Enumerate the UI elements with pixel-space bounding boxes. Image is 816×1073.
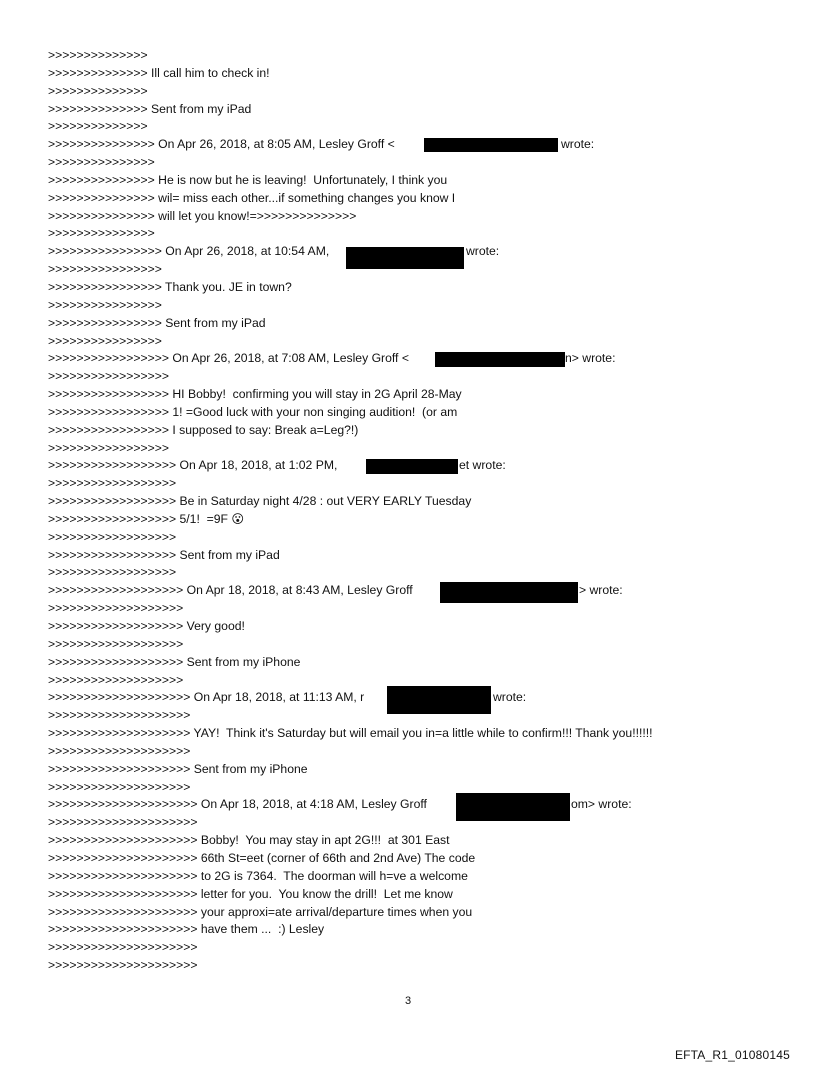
thread-line: >>>>>>>>>>>>>>>>>>>>> [48, 815, 198, 830]
redaction-box [424, 138, 558, 152]
thread-line-header [48, 457, 788, 475]
thread-line-header [48, 582, 788, 600]
header-text: >>>>>>>>>>>>>>>>>>>> On Apr 18, 2018, at 11:13 AM, r [48, 690, 365, 705]
header-tail: wrote: [493, 690, 527, 705]
thread-line: >>>>>>>>>>>>>>>>>> [48, 565, 177, 580]
thread-line: >>>>>>>>>>>>>>>> Thank you. JE in town? [48, 279, 292, 294]
header-text: >>>>>>>>>>>>>>> On Apr 26, 2018, at 8:05 AM, Lesley Groff < [48, 137, 395, 152]
thread-line-header [48, 136, 788, 154]
thread-line: >>>>>>>>>>>>>>>>> 1! =Good luck with your non singing audition! (or am [48, 404, 458, 419]
header-text: >>>>>>>>>>>>>>>>>> On Apr 18, 2018, at 1:02 PM, [48, 458, 338, 473]
thread-line: >>>>>>>>>>>>>>>> [48, 297, 162, 312]
thread-line: >>>>>>>>>>>>>>> [48, 226, 155, 241]
header-tail: om> wrote: [571, 797, 632, 812]
header-tail: wrote: [561, 137, 595, 152]
thread-line: >>>>>>>>>>>>>> [48, 83, 148, 98]
thread-line-header [48, 350, 788, 368]
thread-line: >>>>>>>>>>>>>>>> Sent from my iPad [48, 315, 266, 330]
thread-line: >>>>>>>>>>>>>>>> [48, 262, 162, 277]
thread-line: >>>>>>>>>>>>>>>>> [48, 440, 169, 455]
thread-line: >>>>>>>>>>>>>>>>>> Be in Saturday night 4/28 : out VERY EARLY Tuesday [48, 494, 472, 509]
thread-line: >>>>>>>>>>>>>>>>>> Sent from my iPad [48, 547, 280, 562]
thread-line-header [48, 243, 788, 261]
header-text: >>>>>>>>>>>>>>>>>>>>> On Apr 18, 2018, at 4:18 AM, Lesley Groff [48, 797, 427, 812]
thread-line: >>>>>>>>>>>>>>>>>>>> YAY! Think it's Saturday but will email you in=a little while to confirm!!! Thank you!!!!!! [48, 726, 653, 741]
thread-line: >>>>>>>>>>>>>>>>>>> [48, 636, 184, 651]
thread-line: >>>>>>>>>>>>>>>>>>> [48, 672, 184, 687]
header-text: >>>>>>>>>>>>>>>> On Apr 26, 2018, at 10:54 AM, [48, 244, 330, 259]
redaction-box [435, 352, 565, 367]
header-text: >>>>>>>>>>>>>>>>>>> On Apr 18, 2018, at 8:43 AM, Lesley Groff [48, 583, 413, 598]
thread-line: >>>>>>>>>>>>>>>>>>>> [48, 708, 191, 723]
thread-line-header [48, 796, 788, 814]
thread-line: >>>>>>>>>>>>>> Ill call him to check in! [48, 65, 270, 80]
thread-line: >>>>>>>>>>>>>>>>>>>>> [48, 958, 198, 973]
thread-line: >>>>>>>>>>>>>>> He is now but he is leaving! Unfortunately, I think you [48, 172, 448, 187]
thread-line: >>>>>>>>>>>>>>>>>>> Sent from my iPhone [48, 654, 301, 669]
header-tail: et wrote: [459, 458, 506, 473]
thread-line: >>>>>>>>>>>>>>>>>>>>> to 2G is 7364. The doorman will h=ve a welcome [48, 868, 468, 883]
thread-line: >>>>>>>>>>>>>>>>>>> Very good! [48, 619, 245, 633]
page-number: 3 [404, 995, 412, 1007]
thread-line: >>>>>>>>>>>>>>> [48, 155, 155, 170]
thread-line: >>>>>>>>>>>>>>>>>>>>> letter for you. You know the drill! Let me know [48, 886, 453, 901]
thread-line: >>>>>>>>>>>>>>>>>>> [48, 601, 184, 616]
thread-line: >>>>>>>>>>>>>>>>> I supposed to say: Break a=Leg?!) [48, 422, 359, 437]
header-tail: wrote: [466, 244, 500, 259]
header-tail: n> wrote: [565, 351, 616, 366]
header-tail: > wrote: [579, 583, 623, 598]
thread-line: >>>>>>>>>>>>>>>>> HI Bobby! confirming you will stay in 2G April 28-May [48, 387, 462, 402]
thread-line: >>>>>>>>>>>>>>>>>>>>> Bobby! You may stay in apt 2G!!! at 301 East [48, 833, 450, 848]
thread-line: >>>>>>>>>>>>>>>>>> [48, 529, 177, 544]
thread-line: >>>>>>>>>>>>>>>>> [48, 369, 169, 384]
thread-line: >>>>>>>>>>>>>> Sent from my iPad [48, 101, 252, 116]
thread-line: >>>>>>>>>>>>>>>>>>>>> [48, 940, 198, 955]
thread-line: >>>>>>>>>>>>>>> wil= miss each other...if something changes you know I [48, 190, 456, 205]
thread-line: >>>>>>>>>>>>>>>>>>>>> your approxi=ate arrival/departure times when you [48, 904, 473, 919]
thread-line: >>>>>>>>>>>>>>>>>>>> [48, 779, 191, 794]
thread-line: >>>>>>>>>>>>>>>>>> [48, 476, 177, 491]
thread-line-header [48, 689, 788, 707]
thread-line: >>>>>>>>>>>>>>>> [48, 333, 162, 348]
redaction-box [366, 459, 458, 474]
thread-line: >>>>>>>>>>>>>>>>>>>>> have them ... :) Lesley [48, 922, 325, 937]
thread-line: >>>>>>>>>>>>>>>>>>>>> 66th St=eet (corner of 66th and 2nd Ave) The code [48, 850, 476, 865]
document-id: EFTA_R1_01080145 [674, 1048, 790, 1062]
thread-line: >>>>>>>>>>>>>> [48, 48, 148, 62]
thread-line: >>>>>>>>>>>>>>> will let you know!=>>>>>>>>>>>>>> [48, 208, 357, 223]
header-text: >>>>>>>>>>>>>>>>> On Apr 26, 2018, at 7:08 AM, Lesley Groff < [48, 351, 409, 366]
thread-line: >>>>>>>>>>>>>>>>>>>> [48, 743, 191, 758]
thread-line: >>>>>>>>>>>>>>>>>> 5/1! =9F 😮 [48, 511, 245, 526]
thread-line: >>>>>>>>>>>>>>>>>>>> Sent from my iPhone [48, 761, 308, 776]
thread-line: >>>>>>>>>>>>>> [48, 119, 148, 134]
email-thread-body [48, 47, 788, 975]
